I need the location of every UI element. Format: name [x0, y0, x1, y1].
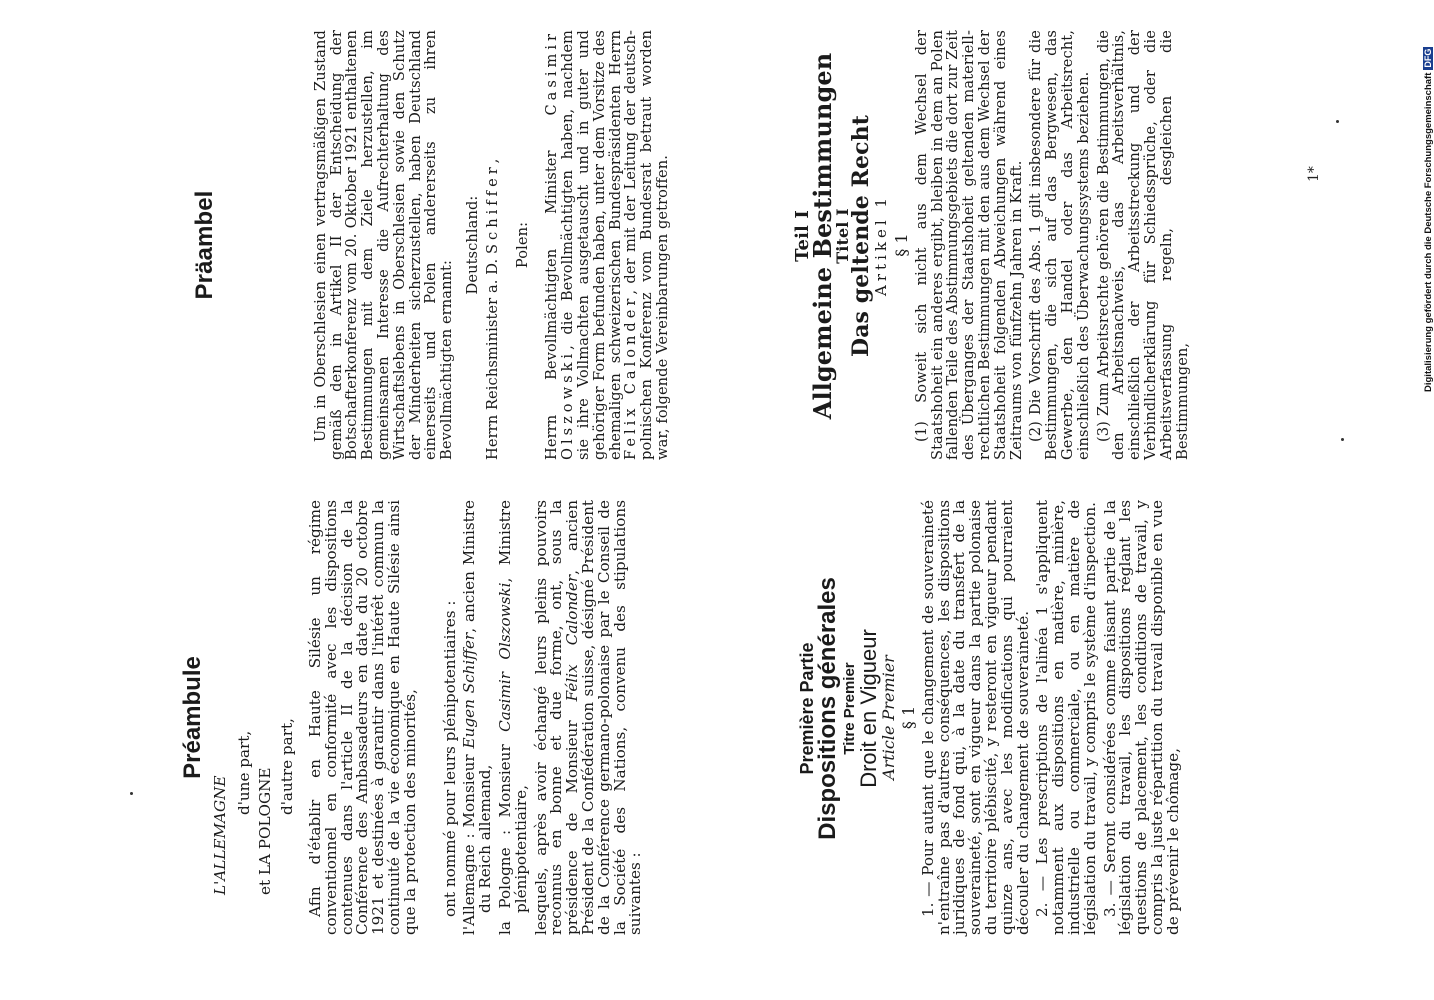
- poland-part-fr: d'autre part,: [278, 718, 297, 815]
- french-article-heading: Article Premier: [879, 655, 899, 780]
- german-titel-heading: Titel I: [832, 208, 852, 264]
- german-article-para-1: (1) Soweit sich nicht aus dem Wechsel der Staatshoheit ein anderes ergibt, bleiben in dem an Polen fallenden Teile des Abstimmungsgebiets die dort zur Zeit des Überganges der Staatshoheit geltenden materiell-rechtlichen Bestimmungen mit den aus dem Wechsel der Staatshoheit folgenden Abweichungen während eines Zeitraums von fünfzehn Jahren in Kraft.: [912, 30, 1025, 460]
- credit-text: Digitalisierung gefördert durch die Deutsche Forschungsgemeinschaft: [1423, 72, 1434, 392]
- plenipotentiary-poland-fr: la Pologne : Monsieur Casimir Olszowski, Ministre plénipotentiaire,: [495, 500, 530, 935]
- german-preamble-title: Präambel: [191, 190, 218, 300]
- french-part-heading: Première Partie: [797, 642, 817, 775]
- page-number: 1*: [1306, 166, 1322, 182]
- french-titre-name: Droit en Vigueur: [856, 629, 882, 788]
- german-preamble-para: Um in Oberschlesien einen vertragsmäßigen Zustand gemäß den in Artikel II der Entscheidung der Botschafterkonferenz vom 20. Oktober 1921 enthaltenen Bestimmungen mit dem Ziele herzustellen, im gemeinsamen Interesse die Aufrechterhaltung des Wirtschaftslebens in Oberschlesien sowie den Schutz der Minderheiten sicherzustellen, haben Deutschland einerseits und Polen andererseits zu ihren Bevollmächtigten ernannt:: [311, 30, 456, 460]
- german-article-para-2: (2) Die Vorschrift des Abs. 1 gilt insbesondere für die Bestimmungen, die sich auf das Bergwesen, das Gewerbe, den Handel oder das Arbeitsrecht, einschließlich des Überwachungssystems beziehen.: [1027, 30, 1092, 460]
- dfg-logo: DFG: [1423, 48, 1433, 68]
- digitization-credit: [1423, 47, 1434, 392]
- german-article-para-3: (3) Zum Arbeitsrechte gehören die Bestimmungen, die den Arbeitsnachweis, das Arbeitsverhältnis, einschließlich der Arbeitsstreckung und der Verbindlicherklärung für Schiedssprüche, oder die Arbeitsverfassung regeln, desgleichen die Bestimmungen,: [1094, 30, 1191, 460]
- german-teil-title: Allgemeine Bestimmungen: [807, 52, 837, 420]
- french-preamble-para: Afin d'établir en Haute Silésie un régime conventionnel en conformité avec les dispositions contenues dans l'article II de la décision de la Conférence des Ambassadeurs en date du 20 octobre 1921 et destinées à garantir dans l'intérêt commun la continuité de la vie économique en Haute Silésie ainsi que la protection des minorités,: [305, 500, 419, 935]
- plenipotentiaries-intro-fr: ont nommé pour leurs plénipotentiaires :: [440, 600, 459, 917]
- german-titel-name: Das geltende Recht: [848, 115, 875, 357]
- french-preamble-title: Préambule: [179, 656, 206, 779]
- party-poland-fr: et LA POLOGNE: [256, 767, 275, 895]
- scan-speck: [130, 792, 133, 795]
- party-germany-fr: L'ALLEMAGNE: [210, 775, 229, 895]
- german-preamble: [191, 30, 757, 460]
- french-section-mark: § 1: [898, 705, 918, 730]
- plenipotentiary-germany-fr: l'Allemagne : Monsieur Eugen Schiffer, ancien Ministre du Reich allemand,: [460, 500, 495, 935]
- french-article-para-2: 2. — Les prescriptions de l'alinéa 1 s'appliquent notamment aux dispositions en matière, minière, industrielle ou commerciale, ou en matière de législation du travail, y compris le système d'inspection.: [1033, 500, 1099, 935]
- french-preamble: [179, 500, 765, 935]
- french-part-title: Dispositions générales: [813, 577, 841, 840]
- german-general-provisions: [792, 30, 1300, 460]
- french-article-para-3: 3. — Seront considérées comme faisant partie de la législation du travail, les dispositions réglant les questions de placement, les conditions de travail, y compris la juste répartition du travail disponible en vue de prévenir le chômage,: [1100, 500, 1182, 935]
- plenipotentiary-germany-de: Herrn Reichsminister a. D. Schiffer,: [483, 158, 501, 460]
- scan-speck: [1336, 120, 1339, 123]
- germany-label-de: Deutschland:: [463, 195, 481, 295]
- french-titre-heading: Titre Premier: [840, 662, 858, 755]
- german-teil-heading: Teil I: [792, 210, 813, 262]
- stipulations-para-de: Herrn Bevollmächtigten Minister Casimir Olszowski, die Bevollmächtigten haben, nachdem sie ihre Vollmachten ausgetauscht und in guter und gehöriger Form befunden haben, unter dem Vorsitze des ehemaligen schweizerischen Bundespräsidenten Herrn Felix Calonder, der mit der Leitung der deutsch-polnischen Konferenz vom Bundesrat betraut worden war, folgende Vereinbarungen getroffen.: [543, 30, 671, 460]
- german-artikel-heading: Artikel 1: [872, 194, 891, 296]
- german-section-mark: § 1: [891, 233, 911, 257]
- french-article-para-1: 1. — Pour autant que le changement de souveraineté n'entraîne pas d'autres conséquences, les dispositions juridiques de fond qui, à la date du transfert de la souveraineté, sont en vigueur dans la partie polonaise du territoire plébiscité, y resteront en vigueur pendant quinze ans, avec les modifications qui pourraient découler du changement de souveraineté.: [918, 500, 1032, 935]
- germany-part-fr: d'une part,: [234, 730, 253, 815]
- poland-label-de: Polen:: [513, 221, 531, 269]
- scan-speck: [1341, 438, 1344, 441]
- french-general-provisions: [797, 500, 1300, 935]
- stipulations-para-fr: lesquels, après avoir échangé leurs pleins pouvoirs reconnus en bonne et due forme, ont, sous la présidence de Monsieur Félix Calonder, ancien Président de la Confédération suisse, désigné Président de la Conférence germano-polonaise par le Conseil de la Société des Nations, convenu des stipulations suivantes :: [531, 500, 645, 935]
